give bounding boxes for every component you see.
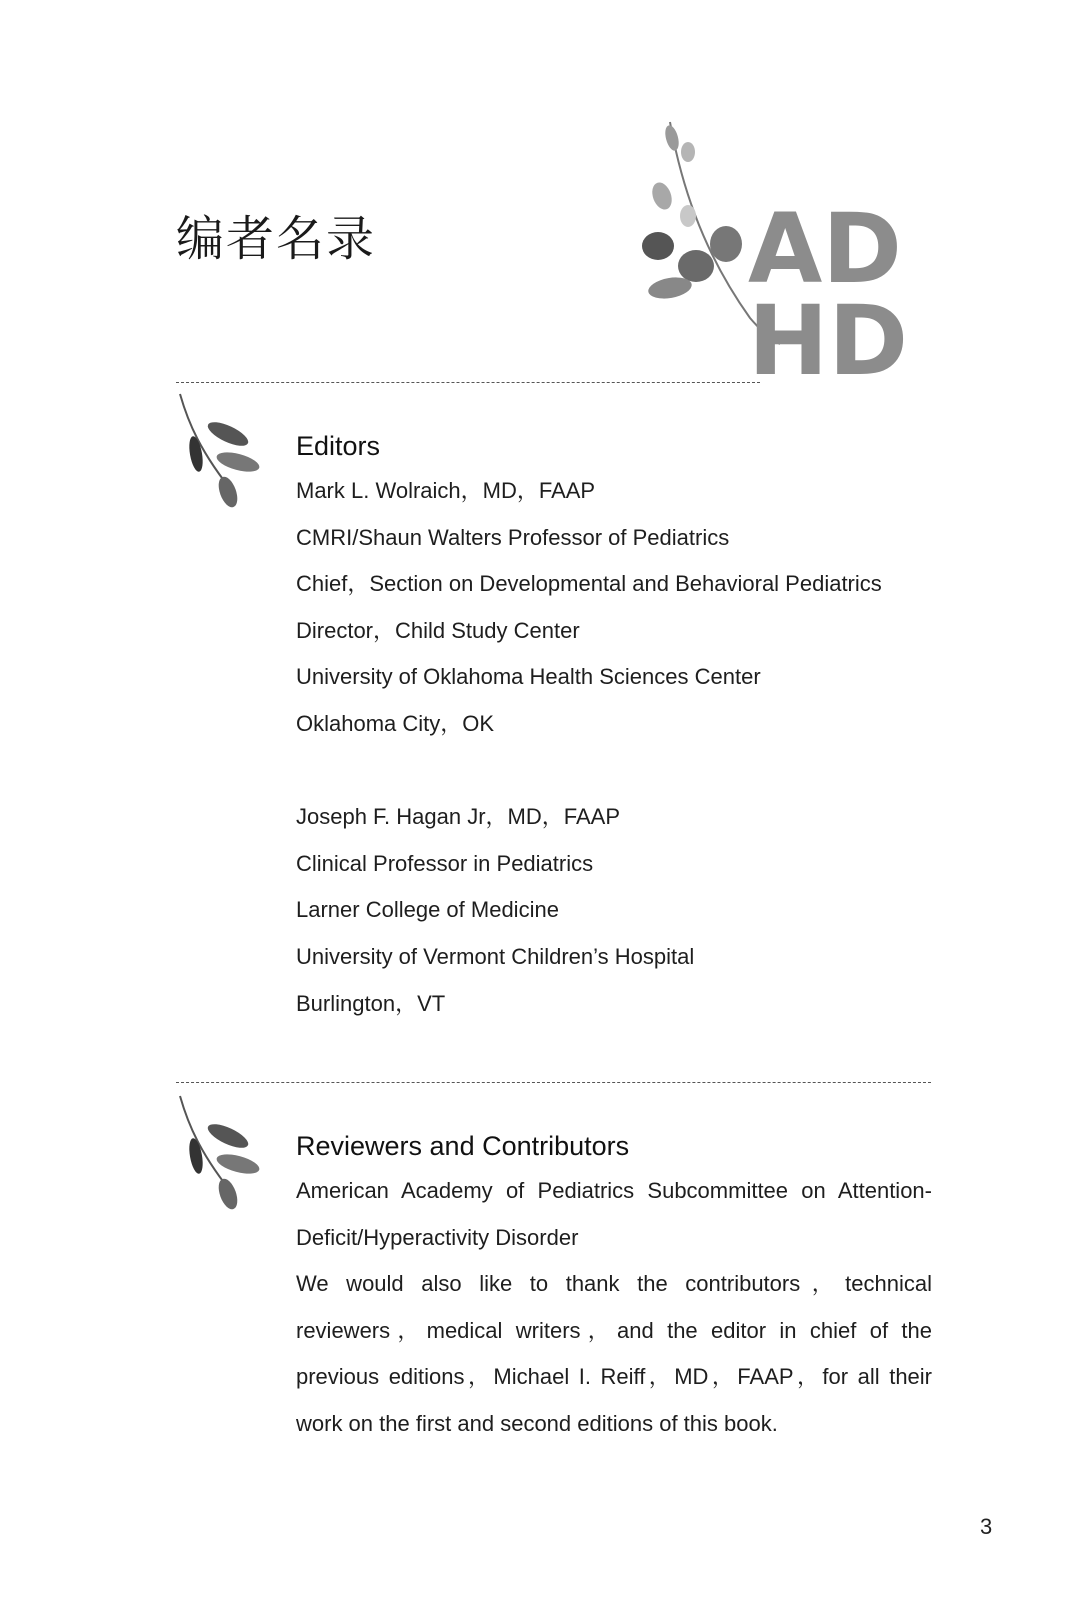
editors-section bbox=[296, 424, 932, 1027]
reviewers-heading: Reviewers and Contributors bbox=[296, 1131, 630, 1161]
editor-affiliation-line: Director，Child Study Center bbox=[296, 617, 580, 643]
acknowledgement-paragraph: We would also like to thank the contributors，technical reviewers，medical writers，and the editor in chief of the previous editions，Michael I. Reiff，MD，FAAP，for all their work on the first and second editions of this book. bbox=[296, 1271, 932, 1436]
editors-heading: Editors bbox=[296, 431, 381, 461]
top-divider bbox=[176, 382, 760, 383]
svg-text:AD: AD bbox=[748, 193, 902, 305]
adhd-logo bbox=[640, 118, 940, 390]
editor-affiliation-line: Larner College of Medicine bbox=[296, 897, 559, 923]
middle-divider bbox=[176, 1082, 931, 1083]
editor-affiliation-line: CMRI/Shaun Walters Professor of Pediatrics bbox=[296, 524, 730, 550]
editor-affiliation-line: University of Oklahoma Health Sciences Center bbox=[296, 664, 761, 690]
editor-affiliation-line: Oklahoma City，OK bbox=[296, 710, 495, 736]
page-title: 编者名录 bbox=[176, 211, 377, 267]
adhd-letters bbox=[748, 193, 908, 390]
editor-affiliation-line: Clinical Professor in Pediatrics bbox=[296, 850, 594, 876]
leaf-sprig-icon bbox=[176, 1094, 272, 1214]
editor-name: Mark L. Wolraich，MD，FAAP bbox=[296, 478, 596, 503]
editor-affiliation-line: Burlington，VT bbox=[296, 990, 446, 1016]
editor-affiliation-line: Chief，Section on Developmental and Behavioral Pediatrics bbox=[296, 571, 882, 597]
page-number: 3 bbox=[980, 1514, 993, 1539]
svg-text:HD: HD bbox=[748, 285, 909, 390]
editor-affiliation-line: University of Vermont Children’s Hospital bbox=[296, 943, 695, 969]
leaf-sprig-icon bbox=[176, 392, 272, 512]
reviewers-paragraph: American Academy of Pediatrics Subcommittee on Attention-Deficit/Hyperactivity Disorder bbox=[296, 1178, 932, 1250]
editor-name: Joseph F. Hagan Jr，MD，FAAP bbox=[296, 804, 621, 830]
reviewers-section bbox=[296, 1124, 932, 1448]
